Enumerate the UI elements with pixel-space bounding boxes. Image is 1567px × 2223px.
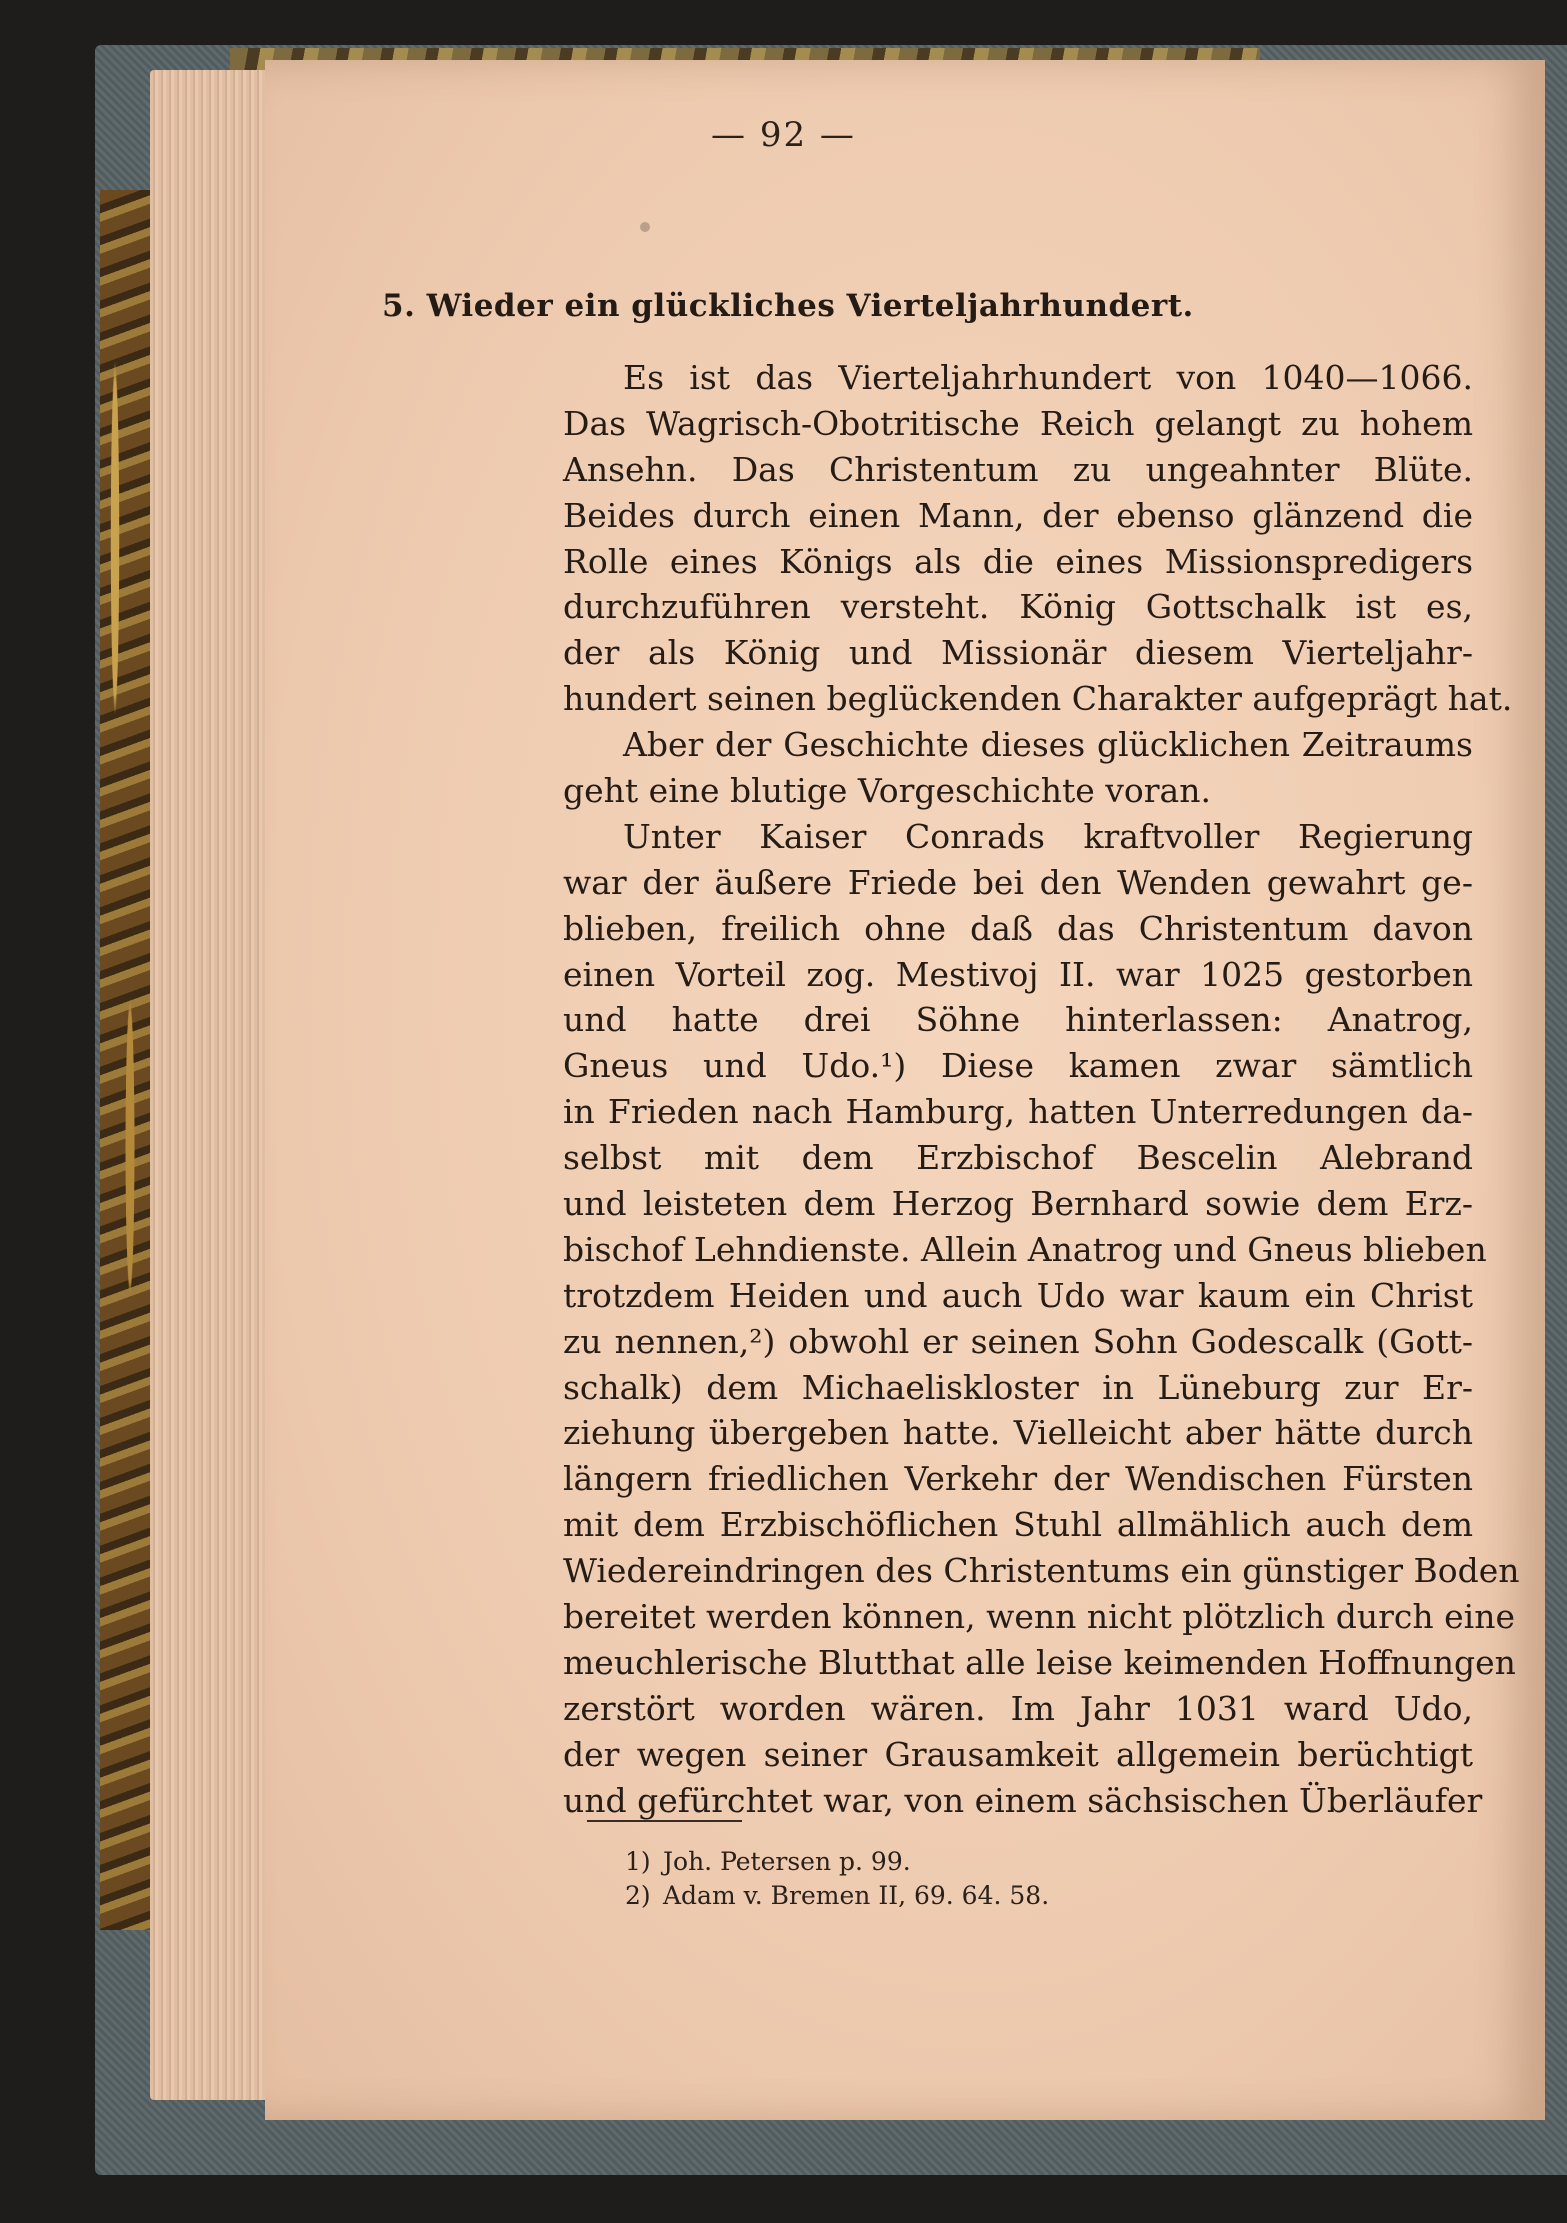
marbled-endpaper-side — [100, 190, 150, 1930]
text-line: durchzuführen versteht. König Gottschalk ist es, — [563, 587, 1473, 627]
text-line: ziehung übergeben hatte. Vielleicht aber hätte durch — [563, 1413, 1473, 1453]
text-line: blieben, freilich ohne daß das Christentum davon — [563, 908, 1473, 948]
text-line: bereitet werden können, wenn nicht plötzlich durch eine — [563, 1597, 1515, 1637]
text-line: selbst mit dem Erzbischof Bescelin Alebrand — [563, 1138, 1473, 1178]
footnote — [625, 1879, 1049, 1913]
text-line: Rolle eines Königs als die eines Missionspredigers — [563, 541, 1473, 581]
text-line: Gneus und Udo.¹) Diese kamen zwar sämtlich — [563, 1046, 1473, 1086]
text-line: trotzdem Heiden und auch Udo war kaum ein Christ — [563, 1275, 1473, 1315]
text-line: und hatte drei Söhne hinterlassen: Anatrog, — [563, 1000, 1473, 1040]
footnote-marker: 1) — [625, 1847, 651, 1876]
text-line: und gefürchtet war, von einem sächsischen Überläufer — [563, 1780, 1483, 1820]
text-line: mit dem Erzbischöflichen Stuhl allmählich auch dem — [563, 1505, 1473, 1545]
footnotes — [625, 1845, 1049, 1913]
footnote — [625, 1845, 1049, 1879]
text-line: meuchlerische Blutthat alle leise keimenden Hoffnungen — [563, 1642, 1516, 1682]
text-line: der als König und Missionär diesem Vierteljahr- — [563, 633, 1473, 673]
footnote-text: Adam v. Bremen II, 69. 64. 58. — [663, 1881, 1050, 1910]
text-line: längern friedlichen Verkehr der Wendischen Fürsten — [563, 1459, 1473, 1499]
text-line: geht eine blutige Vorgeschichte voran. — [563, 771, 1211, 811]
text-line: in Frieden nach Hamburg, hatten Unterredungen da- — [563, 1092, 1473, 1132]
page-edges — [150, 70, 280, 2100]
text-line: Wiedereindringen des Christentums ein günstiger Boden — [563, 1551, 1520, 1591]
text-line: Es ist das Vierteljahrhundert von 1040—1066. — [623, 358, 1473, 397]
text-line: schalk) dem Michaeliskloster in Lüneburg zur Er- — [563, 1367, 1473, 1407]
text-line: Das Wagrisch-Obotritische Reich gelangt zu hohem — [563, 403, 1473, 443]
text-line: zerstört worden wären. Im Jahr 1031 ward Udo, — [563, 1688, 1473, 1728]
footnote-text: Joh. Petersen p. 99. — [663, 1847, 911, 1876]
page-number: — 92 — — [711, 115, 856, 155]
text-line: war der äußere Friede bei den Wenden gewahrt ge- — [563, 862, 1473, 902]
text-line: Unter Kaiser Conrads kraftvoller Regierung — [623, 816, 1473, 856]
text-line: Beides durch einen Mann, der ebenso glänzend die — [563, 495, 1473, 535]
text-line: und leisteten dem Herzog Bernhard sowie dem Erz- — [563, 1184, 1473, 1224]
section-title: 5. Wieder ein glückliches Vierteljahrhundert. — [382, 288, 1194, 324]
text-line: Aber der Geschichte dieses glücklichen Zeitraums — [623, 725, 1473, 765]
text-line: einen Vorteil zog. Mestivoj II. war 1025 gestorben — [563, 954, 1473, 994]
text-line: der wegen seiner Grausamkeit allgemein berüchtigt — [563, 1734, 1473, 1774]
text-line: hundert seinen beglückenden Charakter aufgeprägt hat. — [563, 679, 1513, 719]
paper-spot — [640, 222, 650, 232]
text-line: zu nennen,²) obwohl er seinen Sohn Godescalk (Gott- — [563, 1321, 1473, 1361]
footnote-divider — [587, 1820, 742, 1822]
text-line: bischof Lehndienste. Allein Anatrog und Gneus blieben — [563, 1229, 1487, 1269]
body-text — [563, 355, 1520, 1824]
footnote-marker: 2) — [625, 1881, 651, 1910]
text-line: Ansehn. Das Christentum zu ungeahnter Blüte. — [563, 449, 1473, 489]
